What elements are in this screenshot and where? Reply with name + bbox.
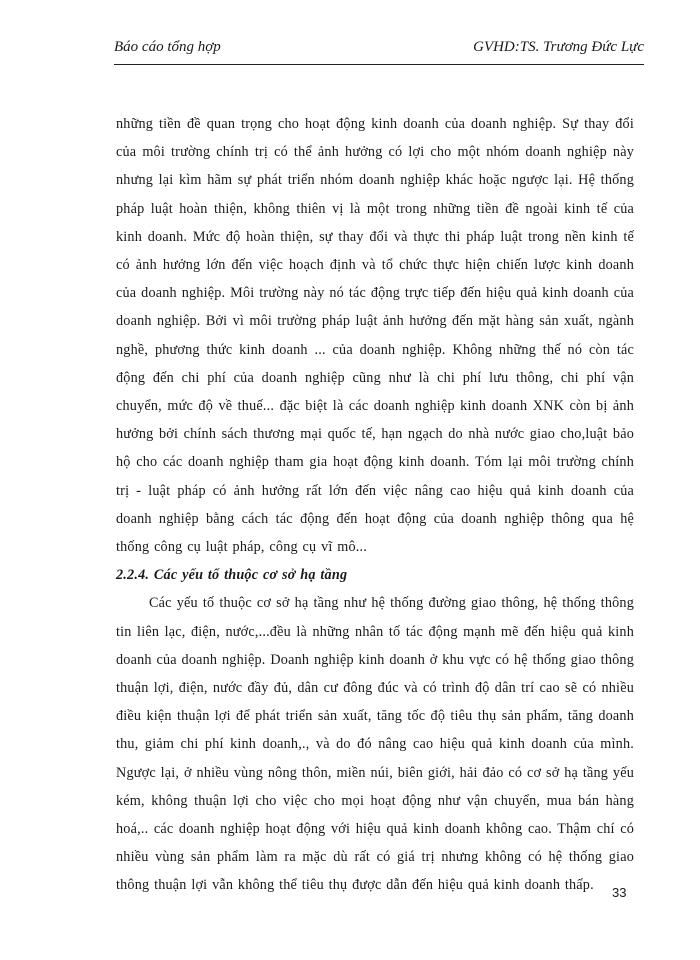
section-heading: 2.2.4. Các yếu tố thuộc cơ sở hạ tầng — [116, 567, 348, 584]
header-supervisor: GVHD:TS. Trương Đức Lực — [473, 39, 644, 55]
page-number: 33 — [612, 885, 627, 900]
body-paragraph-infrastructure: Các yếu tố thuộc cơ sở hạ tầng như hệ thống đường giao thông, hệ thống thông tin liên lạc, điện, nước,...đều là những nhân tố tác động mạnh mẽ đến hiệu quả kinh doanh của doanh nghiệp. Doanh nghiệp kinh doanh ở khu vực có hệ thống giao thông thuận lợi, điện, nước đầy đủ, dân cư đông đúc và có trình độ dân trí cao sẽ có nhiều điều kiện thuận lợi để phát triển sản xuất, tăng tốc độ tiêu thụ sản phẩm, tăng doanh thu, giảm chi phí kinh doanh,., và do đó nâng cao hiệu quả kinh doanh của mình. Ngược lại, ở nhiều vùng nông thôn, miền núi, biên giới, hải đảo có cơ sở hạ tầng yếu kém, không thuận lợi cho việc cho mọi hoạt động như vận chuyển, mua bán hàng hoá,.. các doanh nghiệp hoạt động với hiệu quả kinh doanh không cao. Thậm chí có nhiều vùng sản phẩm làm ra mặc dù rất có giá trị nhưng không có hệ thống giao thông thuận lợi vẫn không thể tiêu thụ được dẫn đến hiệu quả kinh doanh thấp. — [116, 595, 634, 894]
header-report-title: Báo cáo tổng hợp — [114, 39, 221, 55]
header-divider — [114, 64, 644, 65]
body-paragraph-legal-environment: những tiền đề quan trọng cho hoạt động kinh doanh của doanh nghiệp. Sự thay đổi của môi trường chính trị có thể ảnh hưởng có lợi cho một nhóm doanh nghiệp này nhưng lại kìm hãm sự phát triển nhóm doanh nghiệp khác hoặc ngược lại. Hệ thống pháp luật hoàn thiện, không thiên vị là một trong những tiền đề ngoài kinh tế của kinh doanh. Mức độ hoàn thiện, sự thay đổi và thực thi pháp luật trong nền kinh tế có ảnh hưởng lớn đến việc hoạch định và tổ chức thực hiện chiến lược kinh doanh của doanh nghiệp. Môi trường này nó tác động trực tiếp đến hiệu quả kinh doanh của doanh nghiệp. Bởi vì môi trường pháp luật ảnh hưởng đến mặt hàng sản xuất, ngành nghề, phương thức kinh doanh ... của doanh nghiệp. Không những thế nó còn tác động đến chi phí của doanh nghiệp cũng như là chi phí lưu thông, chi phí vận chuyển, mức độ về thuế... đặc biệt là các doanh nghiệp kinh doanh XNK còn bị ảnh hưởng bởi chính sách thương mại quốc tế, hạn ngạch do nhà nước giao cho,luật bảo hộ cho các doanh nghiệp tham gia hoạt động kinh doanh. Tóm lại môi trường chính trị - luật pháp có ảnh hưởng rất lớn đến việc nâng cao hiệu quả kinh doanh của doanh nghiệp bằng cách tác động đến hoạt động của doanh nghiệp thông qua hệ thống công cụ luật pháp, công cụ vĩ mô... — [116, 116, 634, 556]
document-body — [116, 110, 634, 900]
page-header — [114, 37, 644, 63]
